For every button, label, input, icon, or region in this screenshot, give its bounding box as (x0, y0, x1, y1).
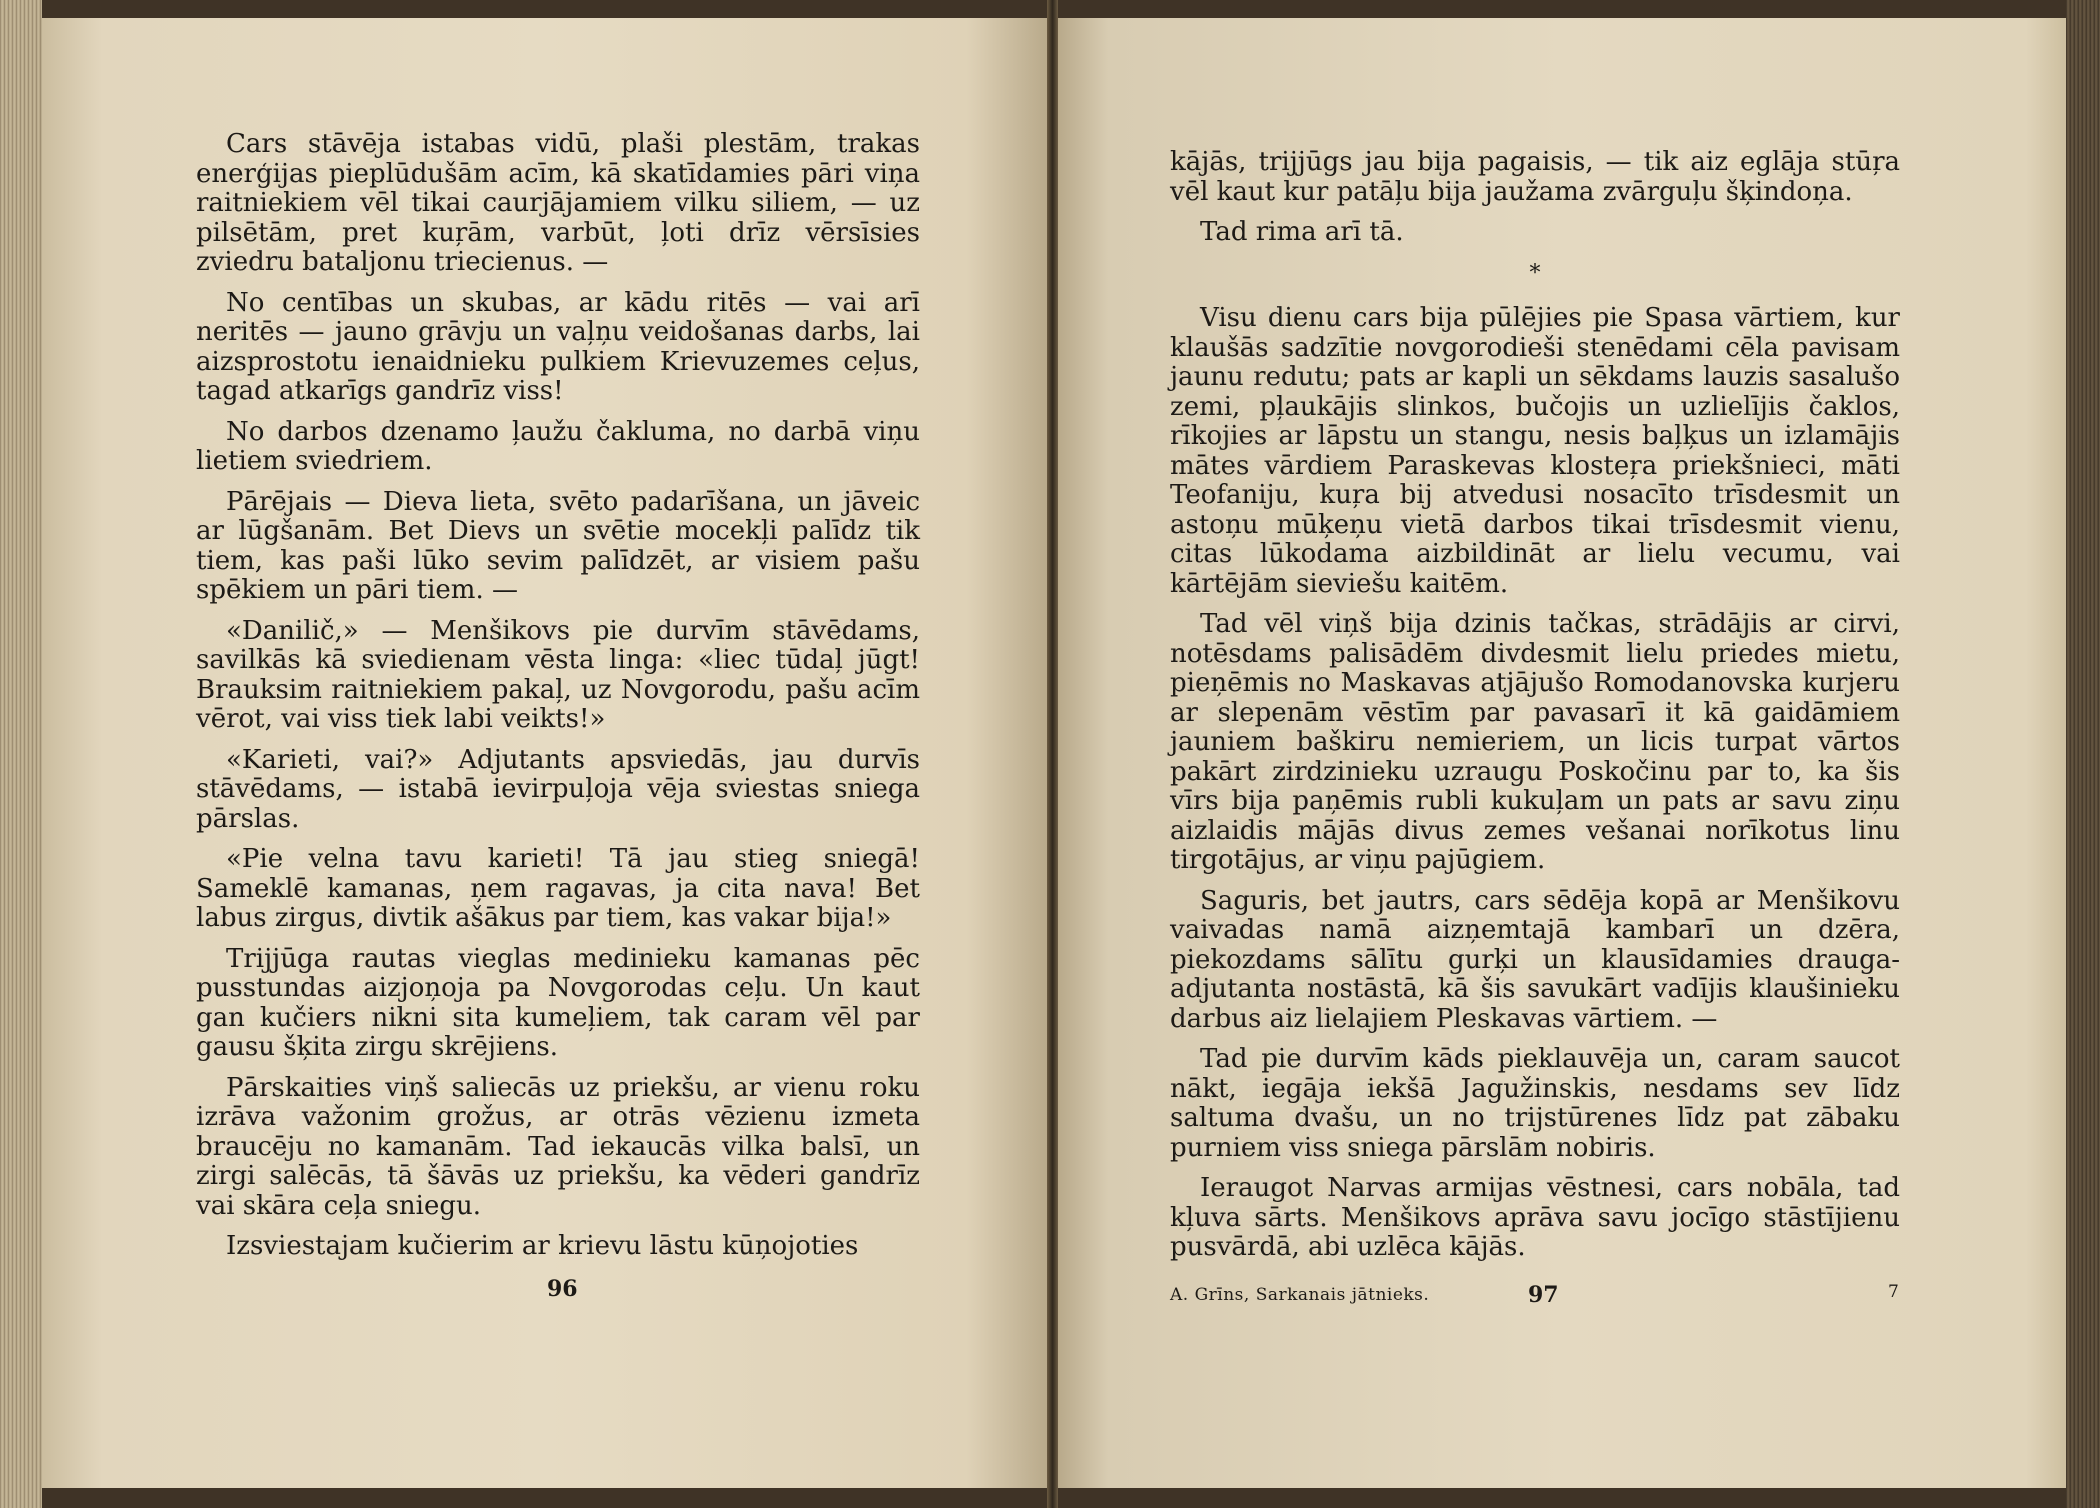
book-cover-edge-right (2066, 0, 2100, 1508)
left-page-text (196, 130, 920, 1273)
paragraph: Izsviestajam kučierim ar krievu lāstu kūņojoties (226, 1231, 859, 1261)
paragraph: Ieraugot Narvas armijas vēstnesi, cars nobāla, tad kļuva sārts. Menšikovs aprāva savu jocīgo stāstījienu pusvārdā, abi uzlēca kājās. (1170, 1173, 1900, 1262)
paragraph: kājās, trijjūgs jau bija pagaisis, — tik aiz eglāja stūŗa vēl kaut kur patāļu bija jaužama zvārguļu šķindoņa. (1170, 147, 1900, 207)
paragraph: «Karieti, vai?» Adjutants apsviedās, jau durvīs stāvēdams, — istabā ievirpuļoja vēja sviestas sniega pārslas. (196, 744, 920, 834)
paragraph: «Pie velna tavu karieti! Tā jau stieg sniegā! Sameklē kamanas, ņem ragavas, ja cita nava! Bet labus zirgus, divtik ašākus par tiem, kas vakar bija!» (196, 844, 920, 933)
page-number-left: 96 (547, 1276, 578, 1302)
paragraph: Tad rima arī tā. (1200, 217, 1404, 247)
right-page-text (1170, 148, 1900, 1274)
section-separator: * (1529, 260, 1541, 286)
paragraph: Trijjūga rautas vieglas medinieku kamanas pēc pusstundas aizjoņoja pa Novgorodas ceļu. Un kaut gan kučiers nikni sita kumeļiem, tak caram vēl par gausu šķita zirgu skrējiens. (196, 943, 920, 1062)
page-number-right: 97 (1528, 1282, 1559, 1308)
right-page (1058, 18, 2066, 1488)
page-edges-left (0, 0, 42, 1508)
paragraph: «Danilič,» — Menšikovs pie durvīm stāvēdams, savilkās kā sviedienam vēsta linga: «liec tūdaļ jūgt! Brauksim raitniekiem pakaļ, uz Novgorodu, pašu acīm vērot, vai viss tiek labi veikts!» (196, 615, 920, 734)
sheet-number: 7 (1888, 1282, 1899, 1302)
book-signature: A. Grīns, Sarkanais jātnieks. (1170, 1285, 1430, 1305)
book-gutter (1047, 0, 1058, 1508)
paragraph: No centības un skubas, ar kādu ritēs — vai arī neritēs — jauno grāvju un vaļņu veidošanas darbs, lai aizsprostotu ienaidnieku pulkiem Krievuzemes ceļus, tagad atkarīgs gandrīz viss! (196, 287, 920, 406)
paragraph: Visu dienu cars bija pūlējies pie Spasa vārtiem, kur klaušās sadzītie novgorodieši stenēdami cēla pavisam jaunu redutu; pats ar kapli un sēkdams lauzis sasalušo zemi, pļaukājis slinkos, bučojis un uzlielījis čaklos, rīkojies ar lāpstu un stangu, nesis baļķus un izlamājis mātes vārdiem Paraskevas klosteŗa priekšnieci, māti Teofaniju, kuŗa bij atvedusi nosacīto trīsdesmit un astoņu mūķeņu vietā darbos tikai trīsdesmit vienu, citas lūkodama aizbildināt ar lielu vecumu, vai kārtējām sieviešu kaitēm. (1170, 303, 1900, 599)
paragraph: Cars stāvēja istabas vidū, plaši plestām, trakas enerģijas pieplūdušām acīm, kā skatīdamies pāri viņa raitniekiem vēl tikai caurjājamiem vilku siliem, — uz pilsētām, pret kuŗām, varbūt, ļoti drīz vērsīsies zviedru bataljonu triecienus. — (196, 129, 920, 277)
paragraph: Pārskaities viņš saliecās uz priekšu, ar vienu roku izrāva važonim grožus, ar otrās vēzienu izmeta braucēju no kamanām. Tad iekaucās vilka balsī, un zirgi salēcās, tā šāvās uz priekšu, ka vēderi gandrīz vai skāra ceļa sniegu. (196, 1072, 920, 1221)
paragraph: Tad vēl viņš bija dzinis tačkas, strādājis ar cirvi, notēsdams palisādēm divdesmit lielu priedes mietu, pieņēmis no Maskavas atjājušo Romodanovska kurjeru ar slepenām vēstīm par pavasarī it kā gaidāmiem jauniem baškiru nemieriem, un licis turpat vārtos pakārt zirdzinieku uzraugu Poskočinu par to, ka šis vīrs bija paņēmis rubli kukuļam un pats ar savu ziņu aizlaidis mājās divus zemes vešanai norīkotus linu tirgotājus, ar viņu pajūgiem. (1170, 609, 1900, 875)
paragraph: No darbos dzenamo ļaužu čakluma, no darbā viņu lietiem sviedriem. (196, 416, 920, 476)
paragraph: Tad pie durvīm kāds pieklauvēja un, caram saucot nākt, iegāja iekšā Jagužinskis, nesdams sev līdz saltuma dvašu, un no trijstūrenes līdz pat zābaku purniem viss sniega pārslām nobiris. (1170, 1044, 1900, 1163)
left-page (42, 18, 1047, 1488)
paragraph: Saguris, bet jautrs, cars sēdēja kopā ar Menšikovu vaivadas namā aizņemtajā kambarī un dzēra, piekozdams sālītu gurķi un klausīdamies drauga-adjutanta nostāstā, kā šis savukārt vadījis klaušinieku darbus aiz lielajiem Pleskavas vārtiem. — (1170, 885, 1900, 1034)
paragraph: Pārējais — Dieva lieta, svēto padarīšana, un jāveic ar lūgšanām. Bet Dievs un svētie mocekļi palīdz tik tiem, kas paši lūko sevim palīdzēt, ar visiem pašu spēkiem un pāri tiem. — (196, 486, 920, 605)
